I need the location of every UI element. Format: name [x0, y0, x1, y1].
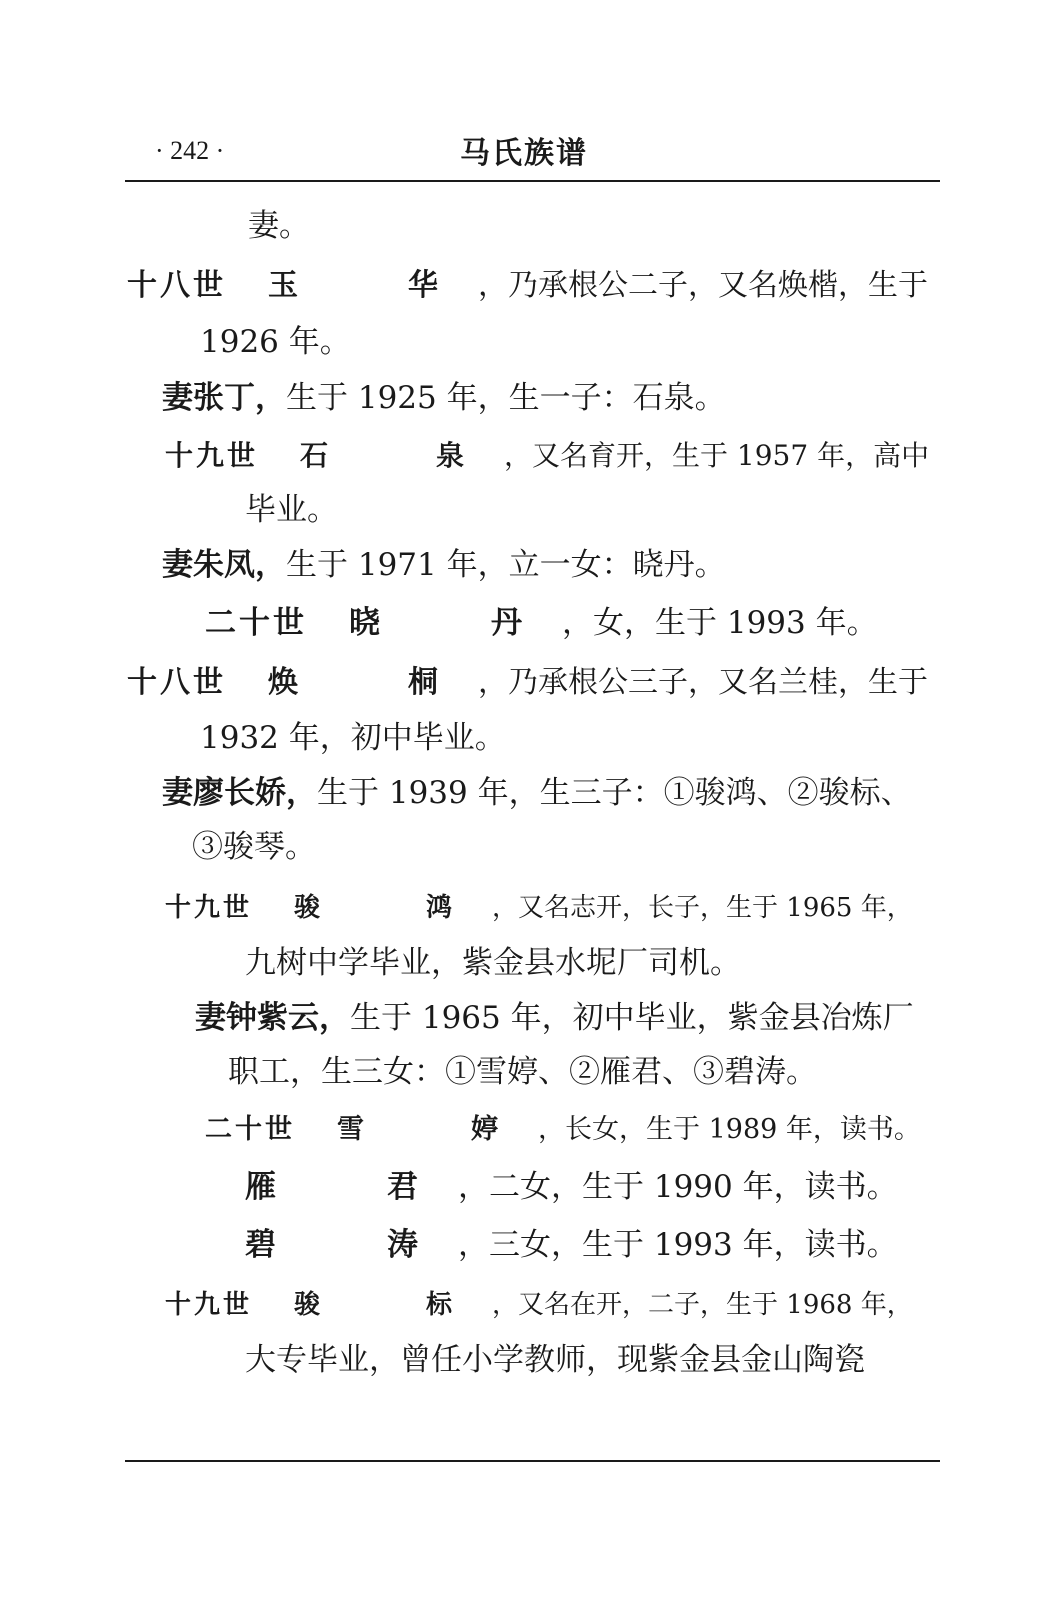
book-title: 马氏族谱 — [460, 136, 588, 171]
entry-line: 十九世 骏 标，又名在开，二子，生于 1968 年， — [165, 1290, 913, 1320]
page-header — [125, 128, 940, 178]
spouse-line: 妻张丁，生于 1925 年，生一子：石泉。 — [162, 380, 726, 416]
generation-label: 十八世 — [127, 665, 226, 700]
text-line: ③骏琴。 — [192, 829, 316, 865]
entry-line: 十八世 焕 桐，乃承根公三子，又名兰桂，生于 — [127, 665, 928, 700]
text-line: 职工，生三女：①雪婷、②雁君、③碧涛。 — [228, 1054, 817, 1090]
entry-line: 雁 君，二女，生于 1990 年，读书。 — [245, 1169, 898, 1205]
person-name: 晓 丹 — [349, 605, 562, 641]
spouse-name: 妻张丁， — [162, 380, 286, 416]
spouse-line: 妻朱凤，生于 1971 年，立一女：晓丹。 — [162, 547, 726, 583]
text-line: 1932 年，初中毕业。 — [200, 720, 506, 756]
page-number: · 242 · — [155, 136, 225, 165]
text-line: 1926 年。 — [200, 324, 351, 360]
header-rule — [125, 180, 940, 182]
entry-line: 十九世 石 泉，又名育开，生于 1957 年，高中 — [165, 439, 930, 472]
generation-label: 二十世 — [205, 605, 307, 641]
spouse-line: 妻廖长娇，生于 1939 年，生三子：①骏鸿、②骏标、 — [162, 775, 912, 811]
spouse-name: 妻钟紫云， — [195, 1000, 350, 1036]
text-line: 毕业。 — [245, 492, 338, 528]
person-name: 玉 华 — [268, 268, 478, 303]
spouse-name: 妻廖长娇， — [162, 775, 317, 811]
entry-line: 十九世 骏 鸿，又名志开，长子，生于 1965 年， — [165, 893, 913, 923]
person-name: 骏 鸿 — [294, 893, 493, 923]
entry-line: 二十世 雪 婷，长女，生于 1989 年，读书。 — [205, 1114, 921, 1145]
footer-rule — [125, 1460, 940, 1462]
generation-label: 十九世 — [165, 1290, 253, 1320]
person-name: 焕 桐 — [268, 665, 478, 700]
text-line: 大专毕业，曾任小学教师，现紫金县金山陶瓷 — [245, 1342, 865, 1378]
person-name: 雪 婷 — [337, 1114, 538, 1145]
text-line: 妻。 — [248, 208, 310, 244]
person-name: 骏 标 — [294, 1290, 493, 1320]
spouse-name: 妻朱凤， — [162, 547, 286, 583]
person-name: 石 泉 — [300, 439, 505, 472]
entry-line: 二十世 晓 丹，女，生于 1993 年。 — [205, 605, 878, 641]
entry-line: 十八世 玉 华，乃承根公二子，又名焕楷，生于 — [127, 268, 928, 303]
text-line: 九树中学毕业，紫金县水坭厂司机。 — [245, 945, 741, 981]
generation-label: 十九世 — [165, 439, 259, 472]
spouse-line: 妻钟紫云，生于 1965 年，初中毕业，紫金县冶炼厂 — [195, 1000, 914, 1036]
generation-label: 十九世 — [165, 893, 253, 923]
person-name: 碧 涛 — [245, 1227, 458, 1263]
entry-line: 碧 涛，三女，生于 1993 年，读书。 — [245, 1227, 898, 1263]
person-name: 雁 君 — [245, 1169, 458, 1205]
generation-label: 十八世 — [127, 268, 226, 303]
generation-label: 二十世 — [205, 1114, 295, 1145]
